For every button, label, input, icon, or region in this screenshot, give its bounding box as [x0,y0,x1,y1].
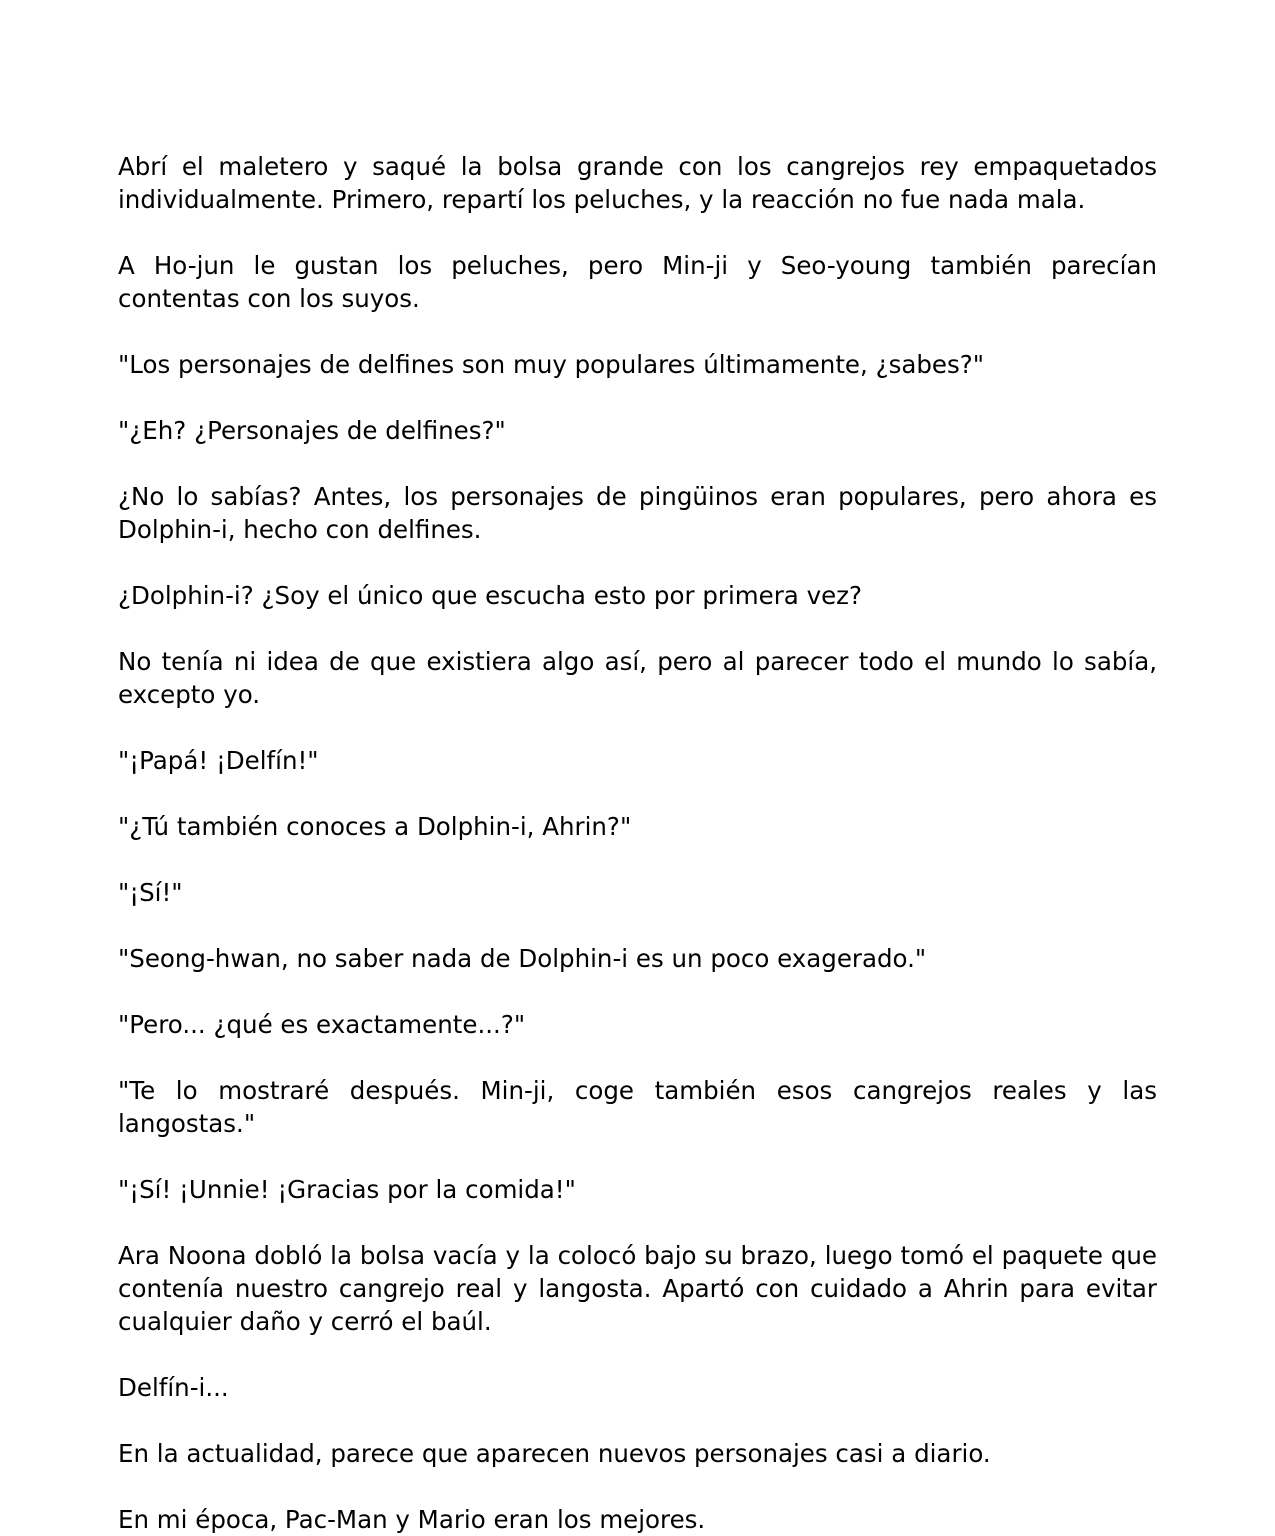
paragraph-3: "Los personajes de delfines son muy populares últimamente, ¿sabes?" [118,350,985,379]
paragraph-15: Ara Noona dobló la bolsa vacía y la colocó bajo su brazo, luego tomó el paquete que contenía nuestro cangrejo real y langosta. Apartó con cuidado a Ahrin para evitar cualquier daño y cerró el baúl. [118,1241,1157,1336]
paragraph-17: En la actualidad, parece que aparecen nuevos personajes casi a diario. [118,1439,991,1468]
paragraph-6: ¿Dolphin-i? ¿Soy el único que escucha esto por primera vez? [118,581,863,610]
paragraph-5: ¿No lo sabías? Antes, los personajes de pingüinos eran populares, pero ahora es Dolphin-i, hecho con delfines. [118,482,1157,544]
paragraph-18: En mi época, Pac-Man y Mario eran los mejores. [118,1505,706,1534]
paragraph-16: Delfín-i... [118,1373,229,1402]
paragraph-1: Abrí el maletero y saqué la bolsa grande con los cangrejos rey empaquetados individualmente. Primero, repartí los peluches, y la reacción no fue nada mala. [118,152,1157,214]
paragraph-4: "¿Eh? ¿Personajes de delfines?" [118,416,506,445]
paragraph-7: No tenía ni idea de que existiera algo así, pero al parecer todo el mundo lo sabía, excepto yo. [118,647,1157,709]
paragraph-9: "¿Tú también conoces a Dolphin-i, Ahrin?" [118,812,632,841]
paragraph-12: "Pero... ¿qué es exactamente...?" [118,1010,526,1039]
paragraph-14: "¡Sí! ¡Unnie! ¡Gracias por la comida!" [118,1175,576,1204]
paragraph-8: "¡Papá! ¡Delfín!" [118,746,319,775]
paragraph-2: A Ho-jun le gustan los peluches, pero Min-ji y Seo-young también parecían contentas con los suyos. [118,251,1157,313]
paragraph-13: "Te lo mostraré después. Min-ji, coge también esos cangrejos reales y las langostas." [118,1076,1157,1138]
paragraph-10: "¡Sí!" [118,878,183,907]
paragraph-11: "Seong-hwan, no saber nada de Dolphin-i es un poco exagerado." [118,944,927,973]
document-page [118,150,1157,1536]
